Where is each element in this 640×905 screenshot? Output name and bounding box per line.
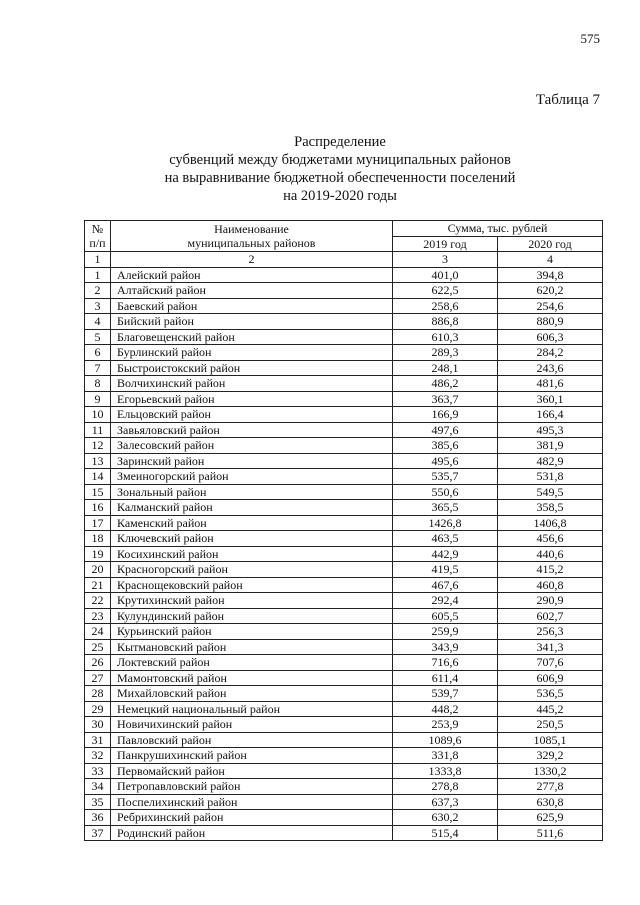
table-row: [85, 376, 603, 392]
value-2020: 481,6: [498, 376, 603, 392]
district-name: Бийский район: [111, 314, 393, 330]
row-number: 30: [85, 717, 111, 733]
table-row: [85, 562, 603, 578]
table-row: [85, 763, 603, 779]
value-2020: 531,8: [498, 469, 603, 485]
row-number: 23: [85, 608, 111, 624]
table-row: [85, 624, 603, 640]
value-2019: 535,7: [393, 469, 498, 485]
column-number: 3: [393, 252, 498, 268]
table-row: [85, 608, 603, 624]
header-name: [111, 221, 393, 252]
value-2019: 289,3: [393, 345, 498, 361]
table-row: [85, 515, 603, 531]
row-number: 28: [85, 686, 111, 702]
district-name: Кытмановский район: [111, 639, 393, 655]
value-2019: 365,5: [393, 500, 498, 516]
table-row: [85, 577, 603, 593]
value-2020: 630,8: [498, 794, 603, 810]
district-name: Кулундинский район: [111, 608, 393, 624]
value-2019: 605,5: [393, 608, 498, 624]
table-row: [85, 732, 603, 748]
value-2019: 467,6: [393, 577, 498, 593]
value-2019: 292,4: [393, 593, 498, 609]
row-number: 3: [85, 298, 111, 314]
value-2020: 284,2: [498, 345, 603, 361]
district-name: Поспелихинский район: [111, 794, 393, 810]
table-row: [85, 593, 603, 609]
table-row: [85, 794, 603, 810]
district-name: Косихинский район: [111, 546, 393, 562]
value-2020: 381,9: [498, 438, 603, 454]
value-2020: 1330,2: [498, 763, 603, 779]
row-number: 10: [85, 407, 111, 423]
value-2020: 254,6: [498, 298, 603, 314]
row-number: 36: [85, 810, 111, 826]
value-2019: 331,8: [393, 748, 498, 764]
table-row: [85, 314, 603, 330]
table-row: [85, 546, 603, 562]
row-number: 35: [85, 794, 111, 810]
value-2019: 611,4: [393, 670, 498, 686]
value-2020: 243,6: [498, 360, 603, 376]
value-2019: 539,7: [393, 686, 498, 702]
value-2019: 401,0: [393, 267, 498, 283]
heading-line: субвенций между бюджетами муниципальных районов: [169, 152, 511, 168]
value-2020: 290,9: [498, 593, 603, 609]
value-2019: 419,5: [393, 562, 498, 578]
value-2019: 610,3: [393, 329, 498, 345]
value-2020: 460,8: [498, 577, 603, 593]
value-2019: 886,8: [393, 314, 498, 330]
table-row: [85, 500, 603, 516]
column-number: 1: [85, 252, 111, 268]
table-label: Таблица 7: [535, 92, 600, 108]
table-row: [85, 438, 603, 454]
row-number: 32: [85, 748, 111, 764]
value-2020: 707,6: [498, 655, 603, 671]
value-2020: 511,6: [498, 825, 603, 841]
row-number: 34: [85, 779, 111, 795]
row-number: 7: [85, 360, 111, 376]
value-2020: 329,2: [498, 748, 603, 764]
value-2019: 259,9: [393, 624, 498, 640]
row-number: 12: [85, 438, 111, 454]
row-number: 1: [85, 267, 111, 283]
table-row: [85, 484, 603, 500]
table-row: [85, 531, 603, 547]
value-2020: 495,3: [498, 422, 603, 438]
header-sum: Сумма, тыс. рублей: [393, 221, 603, 237]
row-number: 31: [85, 732, 111, 748]
row-number: 19: [85, 546, 111, 562]
subventions-table: [84, 220, 603, 841]
value-2020: 606,3: [498, 329, 603, 345]
district-name: Бурлинский район: [111, 345, 393, 361]
value-2020: 166,4: [498, 407, 603, 423]
value-2019: 637,3: [393, 794, 498, 810]
value-2019: 363,7: [393, 391, 498, 407]
row-number: 18: [85, 531, 111, 547]
row-number: 15: [85, 484, 111, 500]
table-row: [85, 453, 603, 469]
district-name: Павловский район: [111, 732, 393, 748]
row-number: 8: [85, 376, 111, 392]
district-name: Панкрушихинский район: [111, 748, 393, 764]
header-name-line: муниципальных районов: [187, 236, 316, 250]
district-name: Новичихинский район: [111, 717, 393, 733]
value-2019: 385,6: [393, 438, 498, 454]
table-row: [85, 717, 603, 733]
row-number: 20: [85, 562, 111, 578]
value-2020: 620,2: [498, 283, 603, 299]
value-2019: 258,6: [393, 298, 498, 314]
header-num-line: п/п: [89, 236, 106, 250]
column-number: 4: [498, 252, 603, 268]
row-number: 16: [85, 500, 111, 516]
value-2020: 341,3: [498, 639, 603, 655]
value-2020: 880,9: [498, 314, 603, 330]
district-name: Первомайский район: [111, 763, 393, 779]
table-row: [85, 701, 603, 717]
row-number: 6: [85, 345, 111, 361]
value-2019: 343,9: [393, 639, 498, 655]
row-number: 13: [85, 453, 111, 469]
table-row: [85, 686, 603, 702]
value-2019: 166,9: [393, 407, 498, 423]
district-name: Баевский район: [111, 298, 393, 314]
row-number: 11: [85, 422, 111, 438]
table-row: [85, 670, 603, 686]
district-name: Быстроистокский район: [111, 360, 393, 376]
district-name: Курьинский район: [111, 624, 393, 640]
row-number: 21: [85, 577, 111, 593]
row-number: 17: [85, 515, 111, 531]
table-row: [85, 298, 603, 314]
row-number: 14: [85, 469, 111, 485]
value-2020: 445,2: [498, 701, 603, 717]
header-row-1: [85, 221, 603, 237]
value-2019: 716,6: [393, 655, 498, 671]
table-row: [85, 329, 603, 345]
district-name: Змеиногорский район: [111, 469, 393, 485]
value-2019: 550,6: [393, 484, 498, 500]
district-name: Мамонтовский район: [111, 670, 393, 686]
header-year-2019: 2019 год: [393, 236, 498, 252]
district-name: Волчихинский район: [111, 376, 393, 392]
table-row: [85, 779, 603, 795]
table-row: [85, 810, 603, 826]
row-number: 24: [85, 624, 111, 640]
value-2020: 606,9: [498, 670, 603, 686]
row-number: 25: [85, 639, 111, 655]
district-name: Родинский район: [111, 825, 393, 841]
value-2020: 250,5: [498, 717, 603, 733]
district-name: Алтайский район: [111, 283, 393, 299]
district-name: Немецкий национальный район: [111, 701, 393, 717]
table-row: [85, 391, 603, 407]
value-2020: 549,5: [498, 484, 603, 500]
row-number: 4: [85, 314, 111, 330]
value-2019: 442,9: [393, 546, 498, 562]
district-name: Залесовский район: [111, 438, 393, 454]
district-name: Заринский район: [111, 453, 393, 469]
value-2020: 456,6: [498, 531, 603, 547]
value-2019: 1333,8: [393, 763, 498, 779]
value-2020: 602,7: [498, 608, 603, 624]
value-2020: 360,1: [498, 391, 603, 407]
district-name: Завьяловский район: [111, 422, 393, 438]
value-2020: 536,5: [498, 686, 603, 702]
row-number: 9: [85, 391, 111, 407]
table-row: [85, 639, 603, 655]
district-name: Каменский район: [111, 515, 393, 531]
district-name: Ельцовский район: [111, 407, 393, 423]
table-row: [85, 469, 603, 485]
district-name: Красногорский район: [111, 562, 393, 578]
value-2020: 1085,1: [498, 732, 603, 748]
value-2020: 625,9: [498, 810, 603, 826]
value-2019: 622,5: [393, 283, 498, 299]
district-name: Ключевский район: [111, 531, 393, 547]
value-2019: 630,2: [393, 810, 498, 826]
value-2019: 495,6: [393, 453, 498, 469]
district-name: Егорьевский район: [111, 391, 393, 407]
district-name: Калманский район: [111, 500, 393, 516]
district-name: Алейский район: [111, 267, 393, 283]
value-2019: 448,2: [393, 701, 498, 717]
header-name-line: Наименование: [214, 221, 289, 236]
value-2019: 1089,6: [393, 732, 498, 748]
district-name: Локтевский район: [111, 655, 393, 671]
table-row: [85, 283, 603, 299]
row-number: 27: [85, 670, 111, 686]
district-name: Краснощековский район: [111, 577, 393, 593]
heading-line: на выравнивание бюджетной обеспеченности поселений: [164, 170, 516, 186]
value-2020: 440,6: [498, 546, 603, 562]
value-2019: 278,8: [393, 779, 498, 795]
value-2019: 497,6: [393, 422, 498, 438]
heading-line: на 2019-2020 годы: [283, 188, 397, 204]
district-name: Крутихинский район: [111, 593, 393, 609]
row-number: 5: [85, 329, 111, 345]
district-name: Зональный район: [111, 484, 393, 500]
district-name: Михайловский район: [111, 686, 393, 702]
header-num-line: №: [91, 221, 104, 236]
value-2019: 486,2: [393, 376, 498, 392]
row-number: 37: [85, 825, 111, 841]
table-row: [85, 748, 603, 764]
value-2020: 482,9: [498, 453, 603, 469]
value-2020: 358,5: [498, 500, 603, 516]
row-number: 22: [85, 593, 111, 609]
document-heading: [80, 133, 600, 205]
value-2020: 415,2: [498, 562, 603, 578]
value-2019: 1426,8: [393, 515, 498, 531]
value-2019: 248,1: [393, 360, 498, 376]
page-number: 575: [580, 31, 600, 46]
value-2020: 277,8: [498, 779, 603, 795]
value-2019: 253,9: [393, 717, 498, 733]
row-number: 2: [85, 283, 111, 299]
value-2019: 515,4: [393, 825, 498, 841]
table-row: [85, 345, 603, 361]
value-2020: 256,3: [498, 624, 603, 640]
table-row: [85, 360, 603, 376]
table-row: [85, 267, 603, 283]
header-num: [85, 221, 111, 252]
column-number-row: [85, 252, 603, 268]
table-body: [85, 267, 603, 841]
table-row: [85, 407, 603, 423]
row-number: 33: [85, 763, 111, 779]
district-name: Петропавловский район: [111, 779, 393, 795]
column-number: 2: [111, 252, 393, 268]
row-number: 29: [85, 701, 111, 717]
table-row: [85, 825, 603, 841]
value-2020: 1406,8: [498, 515, 603, 531]
table-row: [85, 422, 603, 438]
value-2020: 394,8: [498, 267, 603, 283]
district-name: Ребрихинский район: [111, 810, 393, 826]
heading-line: Распределение: [294, 134, 386, 150]
header-year-2020: 2020 год: [498, 236, 603, 252]
value-2019: 463,5: [393, 531, 498, 547]
table-row: [85, 655, 603, 671]
district-name: Благовещенский район: [111, 329, 393, 345]
row-number: 26: [85, 655, 111, 671]
